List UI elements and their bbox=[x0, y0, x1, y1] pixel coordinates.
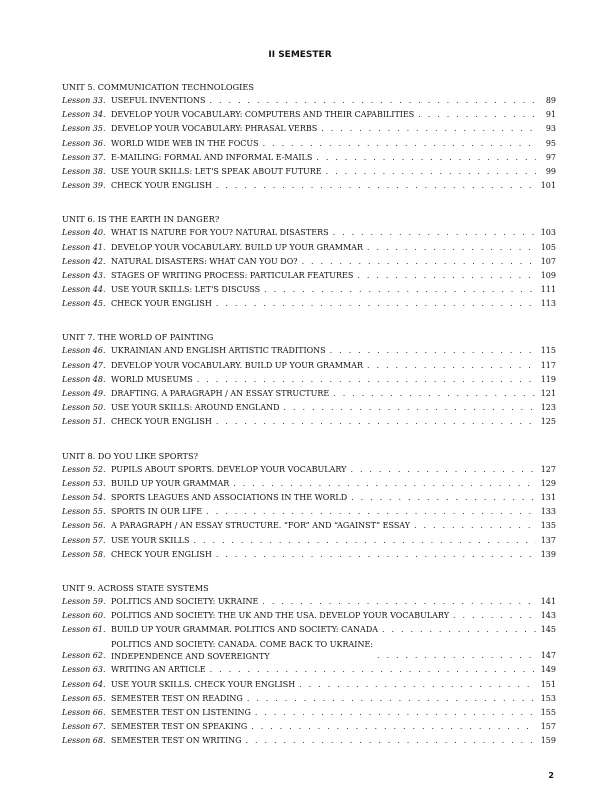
lesson-number: Lesson 52. bbox=[62, 464, 106, 474]
lesson-title-wrap bbox=[111, 297, 540, 311]
lesson-page-number: 117 bbox=[540, 360, 556, 370]
lesson-number: Lesson 38. bbox=[62, 166, 106, 176]
lesson-row bbox=[62, 595, 556, 609]
lesson-title-wrap bbox=[111, 609, 540, 623]
lesson-row bbox=[62, 734, 556, 748]
lesson-number: Lesson 35. bbox=[62, 124, 106, 134]
lesson-page-number: 115 bbox=[540, 346, 556, 356]
lesson-number: Lesson 45. bbox=[62, 299, 106, 309]
lesson-row bbox=[62, 122, 556, 136]
lesson-title: UKRAINIAN AND ENGLISH ARTISTIC TRADITIONS bbox=[111, 346, 326, 356]
dot-leader bbox=[367, 241, 536, 255]
dot-leader bbox=[326, 165, 536, 179]
lesson-row bbox=[62, 609, 556, 623]
dot-leader bbox=[246, 734, 536, 748]
dot-leader bbox=[316, 151, 536, 165]
lesson-number: Lesson 41. bbox=[62, 242, 106, 252]
lesson-row bbox=[62, 344, 556, 358]
lesson-row bbox=[62, 534, 556, 548]
dot-leader bbox=[351, 491, 536, 505]
lesson-row bbox=[62, 269, 556, 283]
lesson-title: SEMESTER TEST ON READING bbox=[111, 693, 243, 703]
page-number: 2 bbox=[548, 771, 554, 780]
lesson-number: Lesson 57. bbox=[62, 535, 106, 545]
dot-leader bbox=[414, 519, 536, 533]
dot-leader bbox=[382, 623, 536, 637]
dot-leader bbox=[453, 609, 536, 623]
dot-leader bbox=[350, 463, 536, 477]
lesson-title-wrap bbox=[111, 165, 540, 179]
lesson-page-number: 121 bbox=[540, 389, 556, 398]
dot-leader bbox=[418, 108, 536, 122]
dot-leader bbox=[216, 297, 536, 311]
lesson-page-number: 101 bbox=[540, 181, 556, 191]
dot-leader bbox=[263, 137, 536, 151]
lesson-row bbox=[62, 637, 556, 663]
lesson-title-wrap bbox=[111, 401, 540, 415]
lesson-title: SPORTS LEAGUES AND ASSOCIATIONS IN THE WORLD bbox=[111, 492, 348, 502]
lesson-row bbox=[62, 179, 556, 193]
dot-leader bbox=[216, 548, 536, 562]
lesson-title-wrap bbox=[111, 255, 540, 269]
lesson-number: Lesson 37. bbox=[62, 152, 106, 162]
lesson-number: Lesson 34. bbox=[62, 110, 106, 120]
lesson-row bbox=[62, 226, 556, 240]
lesson-number: Lesson 44. bbox=[62, 285, 106, 295]
lesson-title: E-MAILING: FORMAL AND INFORMAL E-MAILS bbox=[111, 152, 313, 162]
dot-leader bbox=[284, 401, 536, 415]
lesson-number: Lesson 64. bbox=[62, 679, 106, 689]
lesson-page-number: 151 bbox=[540, 679, 556, 689]
lesson-row bbox=[62, 505, 556, 519]
lesson-row bbox=[62, 297, 556, 311]
unit-section bbox=[62, 212, 556, 311]
lesson-title: POLITICS AND SOCIETY: THE UK AND THE USA. DEVELOP YOUR VOCABULARY bbox=[111, 611, 449, 621]
lesson-number: Lesson 61. bbox=[62, 625, 106, 635]
lesson-title: WRITING AN ARTICLE bbox=[111, 665, 206, 675]
lesson-title-wrap bbox=[111, 548, 540, 562]
unit-section bbox=[62, 80, 556, 193]
dot-leader bbox=[210, 663, 536, 677]
lesson-title: DEVELOP YOUR VOCABULARY. BUILD UP YOUR GRAMMAR bbox=[111, 242, 363, 252]
lesson-number: Lesson 54. bbox=[62, 492, 106, 502]
lesson-title-wrap bbox=[111, 122, 540, 136]
lesson-page-number: 127 bbox=[540, 464, 556, 474]
lesson-number: Lesson 59. bbox=[62, 596, 106, 606]
lesson-title: DEVELOP YOUR VOCABULARY: COMPUTERS AND THEIR CAPABILITIES bbox=[111, 110, 415, 120]
lesson-row bbox=[62, 94, 556, 108]
dot-leader bbox=[330, 344, 536, 358]
lesson-row bbox=[62, 491, 556, 505]
lesson-number: Lesson 48. bbox=[62, 374, 106, 384]
lesson-page-number: 91 bbox=[545, 110, 556, 120]
dot-leader bbox=[377, 649, 536, 663]
dot-leader bbox=[299, 678, 536, 692]
lesson-title: NATURAL DISASTERS: WHAT CAN YOU DO? bbox=[111, 256, 298, 266]
dot-leader bbox=[357, 269, 536, 283]
lesson-number: Lesson 36. bbox=[62, 138, 106, 148]
semester-heading: II SEMESTER bbox=[268, 50, 332, 60]
lesson-number: Lesson 46. bbox=[62, 346, 106, 356]
lesson-title-wrap bbox=[111, 463, 540, 477]
lesson-title: STAGES OF WRITING PROCESS: PARTICULAR FEATURES bbox=[111, 270, 354, 280]
lesson-page-number: 93 bbox=[545, 124, 556, 134]
lesson-title-wrap bbox=[111, 151, 540, 165]
lesson-row bbox=[62, 720, 556, 734]
lesson-title-wrap bbox=[111, 359, 540, 373]
lesson-page-number: 89 bbox=[545, 96, 556, 105]
lesson-title: USEFUL INVENTIONS bbox=[111, 96, 206, 105]
lesson-row bbox=[62, 359, 556, 373]
lesson-number: Lesson 40. bbox=[62, 228, 106, 238]
lesson-title-wrap bbox=[111, 387, 540, 401]
lesson-title: BUILD UP YOUR GRAMMAR. POLITICS AND SOCIETY: CANADA bbox=[111, 625, 379, 635]
lesson-title-wrap bbox=[111, 269, 540, 283]
lesson-title: CHECK YOUR ENGLISH bbox=[111, 549, 212, 559]
lesson-title: USE YOUR SKILLS bbox=[111, 535, 190, 545]
lesson-number: Lesson 60. bbox=[62, 611, 106, 621]
lesson-title-wrap bbox=[111, 108, 540, 122]
unit-title: UNIT 8. DO YOU LIKE SPORTS? bbox=[62, 450, 198, 461]
lesson-page-number: 111 bbox=[540, 285, 556, 295]
dot-leader bbox=[251, 720, 536, 734]
lesson-title-wrap bbox=[111, 505, 540, 519]
lesson-title-wrap bbox=[111, 283, 540, 297]
lesson-number: Lesson 47. bbox=[62, 360, 106, 370]
lesson-number: Lesson 58. bbox=[62, 549, 106, 559]
lesson-title-wrap bbox=[111, 241, 540, 255]
lesson-row bbox=[62, 137, 556, 151]
lesson-title: CHECK YOUR ENGLISH bbox=[111, 299, 212, 309]
lesson-row bbox=[62, 706, 556, 720]
dot-leader bbox=[247, 692, 536, 706]
lesson-title-wrap bbox=[111, 137, 540, 151]
lesson-title-wrap bbox=[111, 692, 540, 706]
lesson-title-wrap bbox=[111, 94, 540, 108]
lesson-title: USE YOUR SKILLS: AROUND ENGLAND bbox=[111, 403, 280, 413]
lesson-page-number: 141 bbox=[540, 596, 556, 606]
lesson-title: WHAT IS NATURE FOR YOU? NATURAL DISASTERS bbox=[111, 228, 329, 238]
dot-leader bbox=[321, 122, 536, 136]
lesson-title-wrap bbox=[111, 477, 540, 491]
lesson-page-number: 129 bbox=[540, 478, 556, 488]
lesson-title-wrap bbox=[111, 678, 540, 692]
unit-title: UNIT 5. COMMUNICATION TECHNOLOGIES bbox=[62, 82, 254, 92]
lesson-title-wrap bbox=[111, 663, 540, 677]
unit-section bbox=[62, 449, 556, 562]
lesson-page-number: 147 bbox=[540, 651, 556, 661]
lesson-page-number: 97 bbox=[545, 152, 556, 162]
unit-title: UNIT 9. ACROSS STATE SYSTEMS bbox=[62, 582, 209, 593]
lesson-page-number: 95 bbox=[545, 138, 556, 148]
lesson-row bbox=[62, 255, 556, 269]
lesson-page-number: 123 bbox=[540, 403, 556, 413]
lesson-number: Lesson 53. bbox=[62, 478, 106, 488]
lesson-title-wrap bbox=[111, 491, 540, 505]
lesson-row bbox=[62, 548, 556, 562]
lesson-title: SEMESTER TEST ON WRITING bbox=[111, 736, 242, 746]
dot-leader bbox=[210, 94, 536, 108]
lesson-number: Lesson 67. bbox=[62, 722, 106, 732]
lesson-row bbox=[62, 283, 556, 297]
lesson-number: Lesson 63. bbox=[62, 665, 106, 675]
lesson-title: WORLD WIDE WEB IN THE FOCUS bbox=[111, 138, 259, 148]
lesson-page-number: 157 bbox=[540, 722, 556, 732]
lesson-row bbox=[62, 463, 556, 477]
lesson-page-number: 107 bbox=[540, 256, 556, 266]
unit-section bbox=[62, 330, 556, 429]
lesson-row bbox=[62, 477, 556, 491]
lesson-title: DEVELOP YOUR VOCABULARY. BUILD UP YOUR GRAMMAR bbox=[111, 360, 363, 370]
dot-leader bbox=[233, 477, 536, 491]
lesson-title-wrap bbox=[111, 519, 540, 533]
lesson-title-wrap bbox=[111, 534, 540, 548]
lesson-number: Lesson 43. bbox=[62, 270, 106, 280]
lesson-number: Lesson 56. bbox=[62, 521, 106, 531]
lesson-title-wrap bbox=[111, 639, 540, 663]
unit-section bbox=[62, 581, 556, 749]
lesson-title: DRAFTING. A PARAGRAPH / AN ESSAY STRUCTURE bbox=[111, 389, 330, 398]
lesson-page-number: 99 bbox=[545, 166, 556, 176]
dot-leader bbox=[333, 387, 536, 401]
lesson-page-number: 103 bbox=[540, 228, 556, 238]
lesson-page-number: 155 bbox=[540, 708, 556, 717]
lesson-page-number: 105 bbox=[540, 242, 556, 252]
lesson-title: CHECK YOUR ENGLISH bbox=[111, 181, 212, 191]
lesson-row bbox=[62, 108, 556, 122]
lesson-title-wrap bbox=[111, 720, 540, 734]
lesson-page-number: 137 bbox=[540, 535, 556, 545]
dot-leader bbox=[367, 359, 536, 373]
lesson-title: SPORTS IN OUR LIFE bbox=[111, 507, 203, 517]
dot-leader bbox=[216, 179, 536, 193]
lesson-page-number: 113 bbox=[540, 299, 556, 309]
lesson-row bbox=[62, 387, 556, 401]
lesson-title-wrap bbox=[111, 179, 540, 193]
lesson-row bbox=[62, 678, 556, 692]
lesson-number: Lesson 62. bbox=[62, 651, 106, 661]
lesson-title: USE YOUR SKILLS. CHECK YOUR ENGLISH bbox=[111, 679, 296, 689]
lesson-title-wrap bbox=[111, 373, 540, 387]
lesson-row bbox=[62, 623, 556, 637]
lesson-page-number: 143 bbox=[540, 611, 556, 621]
lesson-page-number: 153 bbox=[540, 693, 556, 703]
dot-leader bbox=[302, 255, 536, 269]
lesson-title: SEMESTER TEST ON LISTENING bbox=[111, 708, 251, 717]
lesson-row bbox=[62, 519, 556, 533]
lesson-page-number: 159 bbox=[540, 736, 556, 746]
dot-leader bbox=[197, 373, 536, 387]
lesson-title-wrap bbox=[111, 734, 540, 748]
lesson-title-wrap bbox=[111, 706, 540, 720]
lesson-title: PUPILS ABOUT SPORTS. DEVELOP YOUR VOCABULARY bbox=[111, 464, 347, 474]
lesson-title-wrap bbox=[111, 415, 540, 429]
lesson-number: Lesson 49. bbox=[62, 389, 106, 398]
dot-leader bbox=[206, 505, 536, 519]
dot-leader bbox=[333, 226, 536, 240]
lesson-title-wrap bbox=[111, 595, 540, 609]
lesson-title: USE YOUR SKILLS: LET'S SPEAK ABOUT FUTURE bbox=[111, 166, 322, 176]
lesson-row bbox=[62, 692, 556, 706]
dot-leader bbox=[255, 706, 536, 720]
lesson-row bbox=[62, 415, 556, 429]
lesson-number: Lesson 66. bbox=[62, 708, 106, 717]
lesson-number: Lesson 68. bbox=[62, 736, 106, 746]
lesson-page-number: 139 bbox=[540, 549, 556, 559]
unit-title: UNIT 7. THE WORLD OF PAINTING bbox=[62, 332, 214, 343]
lesson-title: USE YOUR SKILLS: LET'S DISCUSS bbox=[111, 285, 261, 295]
lesson-row bbox=[62, 151, 556, 165]
lesson-page-number: 135 bbox=[540, 521, 556, 531]
lesson-row bbox=[62, 241, 556, 255]
lesson-row bbox=[62, 401, 556, 415]
lesson-page-number: 109 bbox=[540, 270, 556, 280]
lesson-page-number: 119 bbox=[540, 374, 556, 384]
lesson-page-number: 125 bbox=[540, 417, 556, 427]
lesson-title: POLITICS AND SOCIETY: UKRAINE bbox=[111, 596, 259, 606]
lesson-page-number: 131 bbox=[540, 492, 556, 502]
lesson-number: Lesson 39. bbox=[62, 181, 106, 191]
lesson-row bbox=[62, 373, 556, 387]
dot-leader bbox=[262, 595, 536, 609]
lesson-number: Lesson 55. bbox=[62, 507, 106, 517]
lesson-number: Lesson 50. bbox=[62, 403, 106, 413]
lesson-page-number: 133 bbox=[540, 507, 556, 517]
dot-leader bbox=[193, 534, 536, 548]
lesson-row bbox=[62, 165, 556, 179]
lesson-title: BUILD UP YOUR GRAMMAR bbox=[111, 478, 230, 488]
lesson-title: CHECK YOUR ENGLISH bbox=[111, 417, 212, 427]
lesson-number: Lesson 33. bbox=[62, 96, 106, 105]
lesson-title: DEVELOP YOUR VOCABULARY: PHRASAL VERBS bbox=[111, 124, 318, 134]
table-of-contents bbox=[62, 80, 556, 768]
lesson-row bbox=[62, 663, 556, 677]
lesson-title-wrap bbox=[111, 623, 540, 637]
lesson-title-wrap bbox=[111, 344, 540, 358]
lesson-number: Lesson 42. bbox=[62, 256, 106, 266]
unit-title: UNIT 6. IS THE EARTH IN DANGER? bbox=[62, 214, 220, 225]
lesson-page-number: 145 bbox=[540, 625, 556, 635]
lesson-number: Lesson 51. bbox=[62, 417, 106, 427]
lesson-title: POLITICS AND SOCIETY: CANADA. COME BACK TO UKRAINE: INDEPENDENCE AND SOVEREIGNTY bbox=[111, 640, 373, 662]
lesson-page-number: 149 bbox=[540, 665, 556, 675]
dot-leader bbox=[264, 283, 536, 297]
lesson-title: A PARAGRAPH / AN ESSAY STRUCTURE. “FOR” AND “AGAINST” ESSAY bbox=[111, 521, 411, 531]
dot-leader bbox=[216, 415, 536, 429]
lesson-title: WORLD MUSEUMS bbox=[111, 374, 193, 384]
lesson-title: SEMESTER TEST ON SPEAKING bbox=[111, 722, 248, 732]
lesson-number: Lesson 65. bbox=[62, 693, 106, 703]
lesson-title-wrap bbox=[111, 226, 540, 240]
